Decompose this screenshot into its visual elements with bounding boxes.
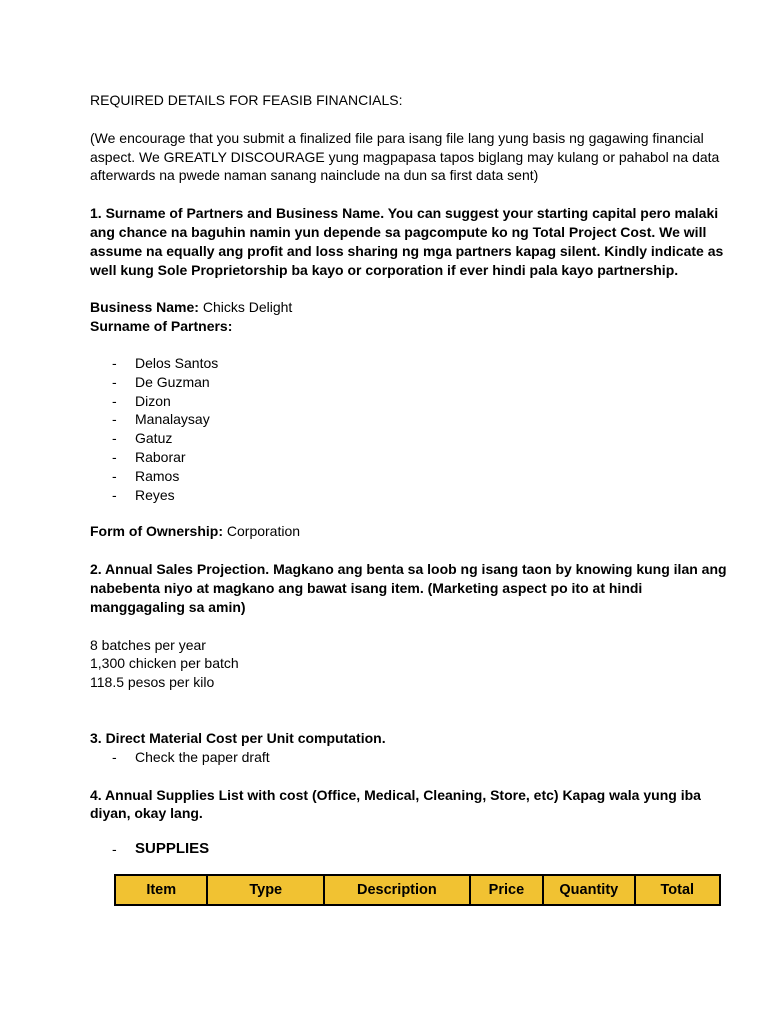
intro-paragraph: (We encourage that you submit a finalized file para isang file lang yung basis ng gagawing financial aspect. We GREATLY DISCOURAGE yung magpapasa tapos biglang may kulang or pahabol na data afterwards na pwede naman sanang nainclude na dun sa first data sent) xyxy=(90,129,720,184)
partner-name: Reyes xyxy=(135,486,175,503)
list-dash: - xyxy=(112,467,117,484)
surname-label: Surname of Partners: xyxy=(90,318,233,335)
list-dash: - xyxy=(112,486,117,503)
ownership-line xyxy=(90,522,730,541)
question-4: 4. Annual Supplies List with cost (Office, Medical, Cleaning, Store, etc) Kapag wala yung iba diyan, okay lang. xyxy=(90,786,701,822)
partner-name: Raborar xyxy=(135,448,186,465)
partner-name: De Guzman xyxy=(135,373,210,390)
sales-line: 118.5 pesos per kilo xyxy=(90,674,215,691)
list-dash: - xyxy=(112,373,117,390)
partner-name: Ramos xyxy=(135,467,180,484)
sales-projection xyxy=(90,636,730,692)
list-item-text: Check the paper draft xyxy=(135,748,270,765)
business-name-label: Business Name: xyxy=(90,299,199,316)
supplies-heading-text: SUPPLIES xyxy=(135,840,210,858)
ownership-label: Form of Ownership: xyxy=(90,523,223,540)
list-item xyxy=(90,354,730,373)
partners-list xyxy=(90,354,730,504)
column-header-description: Description xyxy=(324,875,470,905)
list-dash: - xyxy=(112,354,117,371)
sales-line: 8 batches per year xyxy=(90,636,206,653)
business-name-value: Chicks Delight xyxy=(202,299,293,316)
document-page xyxy=(90,91,730,906)
list-item xyxy=(90,429,730,448)
list-item xyxy=(90,392,730,411)
question-1: 1. Surname of Partners and Business Name. You can suggest your starting capital pero malaki ang chance na baguhin namin yun depende sa pagcompute ko ng Total Project Cost. We will assume na equally ang profit and loss sharing ng mga partners kapag silent. Kindly indicate as well kung Sole Proprietorship ba kayo or corporation if ever hindi pala kayo partnership. xyxy=(90,205,724,278)
column-header-total: Total xyxy=(635,875,720,905)
list-dash: - xyxy=(112,841,117,858)
list-item xyxy=(90,448,730,467)
list-item xyxy=(90,467,730,486)
sales-line: 1,300 chicken per batch xyxy=(90,655,239,672)
page-title: REQUIRED DETAILS FOR FEASIB FINANCIALS: xyxy=(90,92,403,108)
list-item xyxy=(90,486,730,505)
table-header-row xyxy=(115,875,720,905)
list-dash: - xyxy=(112,748,117,765)
list-dash: - xyxy=(112,448,117,465)
list-dash: - xyxy=(112,392,117,409)
supplies-table xyxy=(114,874,721,906)
list-dash: - xyxy=(112,430,117,447)
question-3: 3. Direct Material Cost per Unit computation. xyxy=(90,729,386,746)
column-header-quantity: Quantity xyxy=(543,875,634,905)
supplies-heading xyxy=(90,840,730,859)
list-item xyxy=(90,410,730,429)
ownership-value: Corporation xyxy=(226,523,301,540)
partner-name: Manalaysay xyxy=(135,411,210,428)
question-3-list xyxy=(90,748,730,767)
question-2: 2. Annual Sales Projection. Magkano ang benta sa loob ng isang taon by knowing kung ilan ang nabebenta niyo at magkano ang bawat isang item. (Marketing aspect po ito at hindi manggagaling sa amin) xyxy=(90,561,727,615)
column-header-price: Price xyxy=(470,875,543,905)
column-header-item: Item xyxy=(115,875,207,905)
column-header-type: Type xyxy=(207,875,324,905)
business-name-line xyxy=(90,298,730,317)
partner-name: Gatuz xyxy=(135,430,173,447)
list-dash: - xyxy=(112,411,117,428)
list-item xyxy=(90,373,730,392)
partner-name: Dizon xyxy=(135,392,171,409)
partner-name: Delos Santos xyxy=(135,354,219,371)
list-item xyxy=(90,748,730,767)
